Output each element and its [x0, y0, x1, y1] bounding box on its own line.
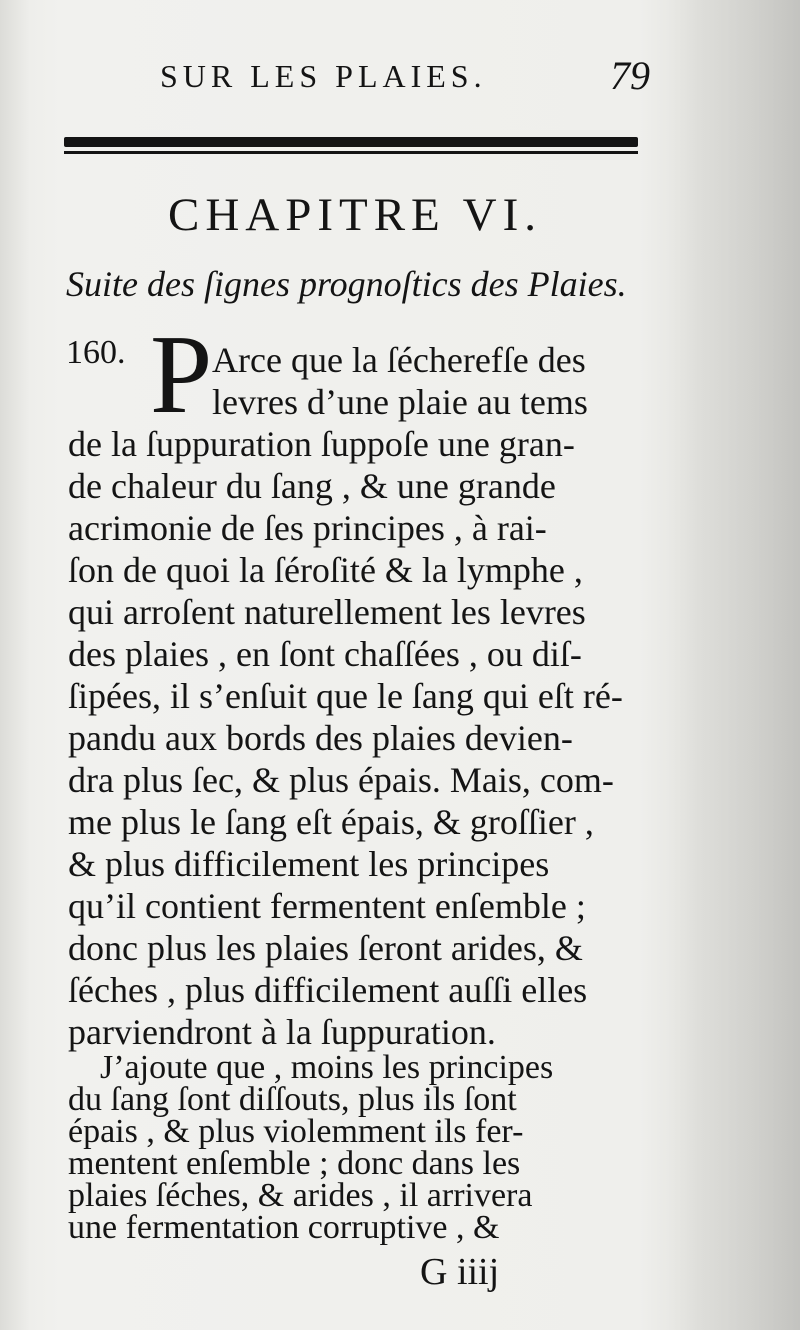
text-line: pandu aux bords des plaies devien-: [68, 718, 573, 758]
text-line: des plaies , en ſont chaſſées , ou diſ-: [68, 634, 582, 674]
text-line: J’ajoute que , moins les principes: [100, 1049, 554, 1086]
text-line: me plus le ſang eſt épais, & groſſier ,: [68, 802, 594, 842]
text-line: & plus difficilement les principes: [68, 844, 550, 884]
text-line: acrimonie de ſes principes , à rai-: [68, 508, 547, 548]
text-line: de la ſuppuration ſuppoſe une gran-: [68, 424, 575, 464]
text-line: parviendront à la ſuppuration.: [68, 1012, 496, 1052]
text-line: levres d’une plaie au tems: [212, 382, 588, 422]
text-line: ſéches , plus difficilement auſſi elles: [68, 970, 588, 1010]
running-title: SUR LES PLAIES.: [160, 58, 487, 94]
paragraph-number: 160.: [66, 334, 126, 371]
text-line: Arce que la ſécherefſe des: [212, 340, 586, 380]
text-line: donc plus les plaies ſeront arides, &: [68, 928, 583, 968]
text-line: mentent enſemble ; donc dans les: [68, 1145, 521, 1182]
text-line: dra plus ſec, & plus épais. Mais, com-: [68, 760, 614, 800]
page-header: [160, 52, 650, 102]
text-line: plaies ſéches, & arides , il arrivera: [68, 1177, 533, 1214]
signature-mark: G iiij: [420, 1251, 500, 1293]
header-rule: [64, 137, 638, 157]
drop-cap: P: [150, 313, 213, 437]
page-number: 79: [610, 53, 650, 98]
text-line: ſipées, il s’enſuit que le ſang qui eſt ré-: [68, 676, 623, 716]
text-line: ſon de quoi la ſéroſité & la lymphe ,: [68, 550, 583, 590]
text-line-last: une fermentation corruptive , &: [68, 1209, 500, 1246]
text-line: du ſang ſont diſſouts, plus ils ſont: [68, 1081, 517, 1118]
page-shadow: [670, 0, 800, 1330]
chapter-subtitle: Suite des ſignes prognoſtics des Plaies.: [66, 264, 627, 304]
text-line: de chaleur du ſang , & une grande: [68, 466, 556, 506]
text-line: qu’il contient fermentent enſemble ;: [68, 886, 586, 926]
header-rule-thick: [64, 137, 638, 147]
text-line: épais , & plus violemment ils fer-: [68, 1113, 524, 1150]
chapter-title: CHAPITRE VI.: [167, 189, 543, 241]
header-rule-thin: [64, 151, 638, 154]
text-line: qui arroſent naturellement les levres: [68, 592, 586, 632]
